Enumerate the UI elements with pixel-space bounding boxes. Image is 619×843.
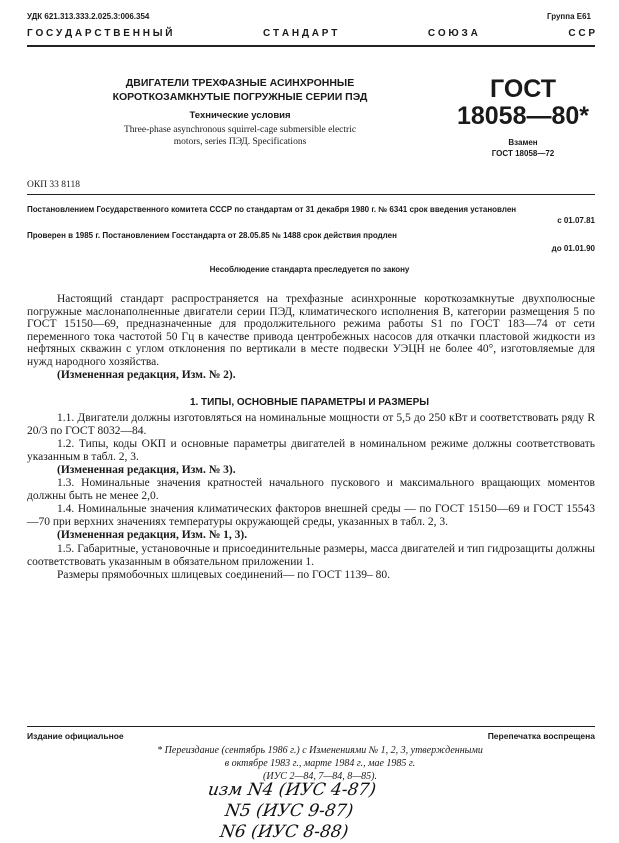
- gost-block: [448, 76, 598, 158]
- gost-number: 18058—80*: [456, 102, 590, 130]
- okp-rule: [27, 194, 595, 195]
- gost-word: ГОСТ: [490, 75, 556, 103]
- footer-rule: [27, 726, 595, 727]
- section-title: 1. ТИПЫ, ОСНОВНЫЕ ПАРАМЕТРЫ И РАЗМЕРЫ: [189, 397, 430, 408]
- okp-code: ОКП 33 8118: [27, 180, 80, 190]
- footnote-line3: (ИУС 2—84, 7—84, 8—85).: [263, 771, 377, 782]
- paragraph-1-4: 1.4. Номинальные значения климатических факторов внешней среды — по ГОСТ 15150—69 и ГОСТ 15543—70 при верхних значениях температуры окружающей среды, указанных в табл. 2, 3.: [27, 503, 595, 528]
- footnote-line1: * Переиздание (сентябрь 1986 г.) с Изменениями № 1, 2, 3, утвержденными: [157, 745, 483, 756]
- handwritten-line1: изм N4 (ИУС 4-87): [206, 780, 378, 800]
- replaces-number: ГОСТ 18058—72: [491, 149, 555, 158]
- header-word-4: С С Р: [568, 28, 595, 39]
- handwritten-line3: N6 (ИУС 8-88): [218, 822, 350, 842]
- title-en: [90, 124, 390, 148]
- reprint-prohibited: Перепечатка воспрещена: [487, 731, 595, 741]
- decree-date: с 01.07.81: [557, 216, 595, 225]
- title-ru: [90, 76, 390, 104]
- footnote-line2: в октябре 1983 г., марте 1984 г., мае 1985 г.: [224, 758, 416, 769]
- paragraph-1-1: 1.1. Двигатели должны изготовляться на номинальные мощности от 5,5 до 250 кВт и соответствовать ряду R 20/3 по ГОСТ 8032—84.: [27, 412, 595, 437]
- title-block: [90, 76, 390, 148]
- udk-code: УДК 621.313.333.2.025.3:006.354: [27, 12, 150, 21]
- title-ru-line2: КОРОТКОЗАМКНУТЫЕ ПОГРУЖНЫЕ СЕРИИ ПЭД: [112, 91, 368, 103]
- replaces-label: Взамен: [508, 138, 538, 147]
- title-en-line1: Three-phase asynchronous squirrel-cage submersible electric: [123, 125, 357, 135]
- law-notice: Несоблюдение стандарта преследуется по закону: [209, 265, 410, 274]
- decree-text: Постановлением Государственного комитета СССР по стандартам от 31 декабря 1980 г. № 6341 срок введения установлен: [27, 205, 517, 214]
- handwritten-line2: N5 (ИУС 9-87): [223, 801, 355, 821]
- header-word-1: Г О С У Д А Р С Т В Е Н Н Ы Й: [27, 28, 173, 39]
- check-text: Проверен в 1985 г. Постановлением Госстандарта от 28.05.85 № 1488 срок действия продлен: [27, 231, 397, 240]
- edit-note-1: (Измененная редакция, Изм. № 3).: [57, 464, 236, 476]
- header-word-3: С О Ю З А: [427, 28, 478, 39]
- state-standard-header: [27, 28, 595, 40]
- title-en-line2: motors, series ПЭД. Specifications: [173, 137, 307, 147]
- title-ru-line1: ДВИГАТЕЛИ ТРЕХФАЗНЫЕ АСИНХРОННЫЕ: [125, 77, 355, 89]
- reissue-footnote: [100, 744, 540, 783]
- group-code: Группа Е61: [546, 12, 591, 21]
- subtitle: Технические условия: [189, 110, 291, 121]
- paragraph-1-3: 1.3. Номинальные значения кратностей начального пускового и максимального вращающих моментов должны быть не менее 2,0.: [27, 477, 595, 502]
- header-word-2: С Т А Н Д А Р Т: [262, 28, 338, 39]
- check-date: до 01.01.90: [551, 244, 595, 253]
- official-edition: Издание официальное: [27, 731, 124, 741]
- header-rule: [27, 45, 595, 47]
- paragraph-1-5b: Размеры прямобочных шлицевых соединений— по ГОСТ 1139– 80.: [57, 569, 390, 581]
- intro-edit: (Измененная редакция, Изм. № 2).: [57, 369, 236, 381]
- handwritten-amendments: [201, 780, 378, 843]
- intro-paragraph: Настоящий стандарт распространяется на трехфазные асинхронные короткозамкнутые двухполюсные погружные маслонаполненные двигатели серии ПЭД, климатического исполнения В, категории размещения 5 по ГОСТ 15150—69, предназначенные для продолжительного режима работы S1 по ГОСТ 183—74 от сети переменного тока частотой 50 Гц в качестве привода центробежных насосов для откачки пластовой жидкости из нефтяных скважин с углом отклонения по вертикали в месте подвески УЭЦН не более 40°, изготовляемые для нужд народного хозяйства.: [27, 293, 595, 368]
- paragraph-1-5: 1.5. Габаритные, установочные и присоединительные размеры, масса двигателей и тип гидрозащиты должны соответствовать указанным в обязательном приложении 1.: [27, 543, 595, 568]
- edit-note-2: (Измененная редакция, Изм. № 1, 3).: [57, 529, 248, 541]
- paragraph-1-2: 1.2. Типы, коды ОКП и основные параметры двигателей в номинальном режиме должны соответствовать указанным в табл. 2, 3.: [27, 438, 595, 463]
